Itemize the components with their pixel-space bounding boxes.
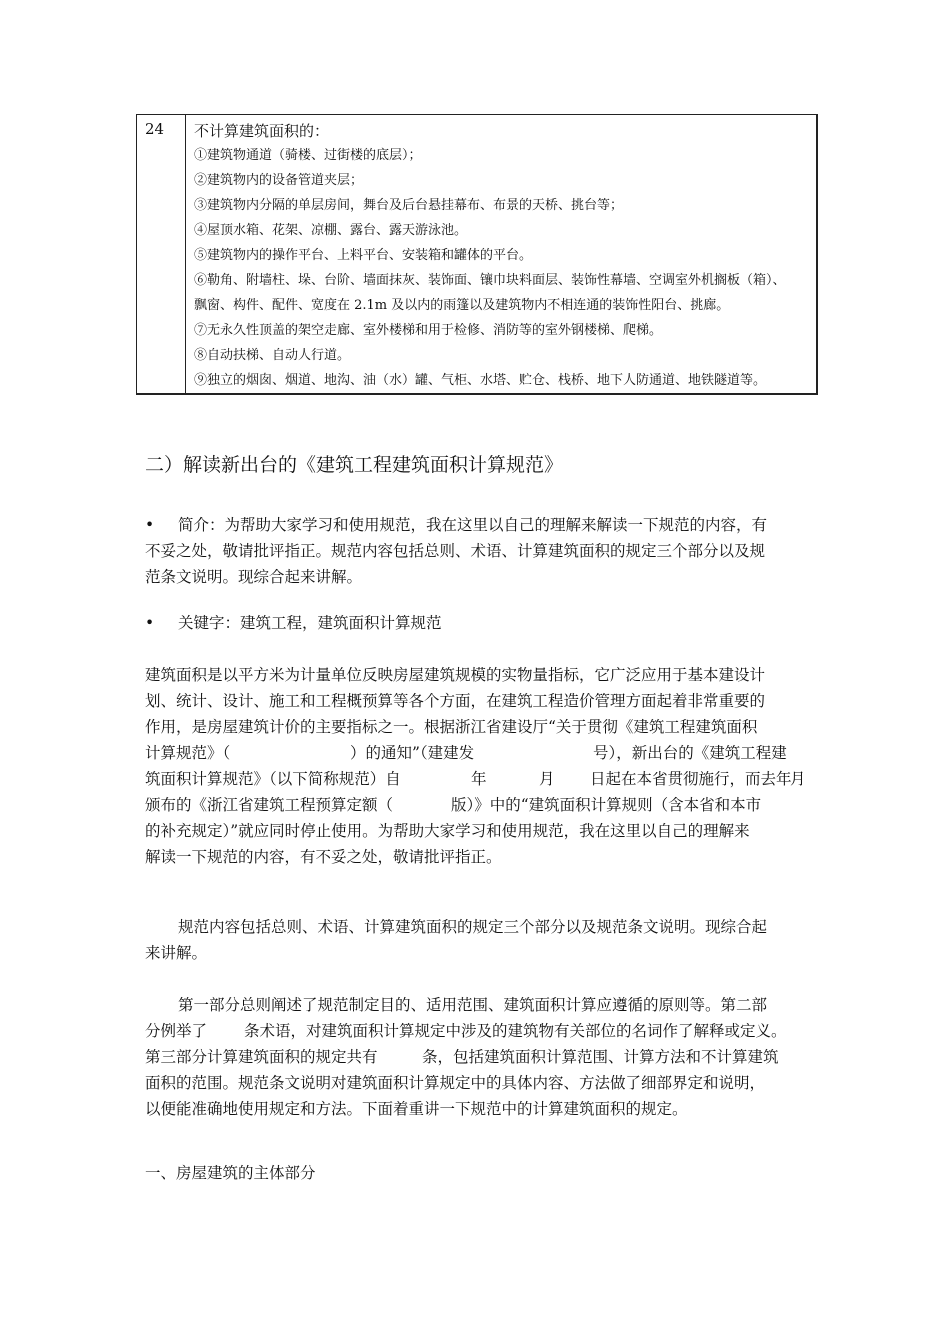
para-line: 以便能准确地使用规定和方法。下面着重讲一下规范中的计算建筑面积的规定。 <box>145 1100 688 1118</box>
para-line: 建筑面积是以平方米为计量单位反映房屋建筑规模的实物量指标，它广泛应用于基本建设计 <box>145 666 766 684</box>
intro-line: 不妥之处，敬请批评指正。规范内容包括总则、术语、计算建筑面积的规定三个部分以及规 <box>145 542 766 560</box>
para-line: 来讲解。 <box>145 944 208 962</box>
keywords-text: 关键字：建筑工程，建筑面积计算规范 <box>178 614 442 632</box>
bullet: • <box>145 614 155 632</box>
intro-line: 简介：为帮助大家学习和使用规范，我在这里以自己的理解来解读一下规范的内容，有 <box>178 516 768 534</box>
rule-item: 飘窗、构件、配件、宽度在 2.1m 及以内的雨篷以及建筑物内不相连通的装饰性阳台、挑廊。 <box>194 298 730 313</box>
rule-item: ④屋顶水箱、花架、凉棚、露台、露天游泳池。 <box>194 223 468 238</box>
rule-content <box>186 115 818 395</box>
rule-item: ⑥勒角、附墙柱、垛、台阶、墙面抹灰、装饰面、镶巾块料面层、装饰性幕墙、空调室外机搁板（箱）、 <box>194 273 786 288</box>
body-paragraph-3: 第一部分总则阐述了规范制定目的、适用范围、建筑面积计算应遵循的原则等。第二部 分例举了 条术语，对建筑面积计算规定中涉及的建筑物有关部位的名词作了解释或定义。 第三部分计算建筑面积的规定共有 条，包括建筑面积计算范围、计算方法和不计算建筑 面积的范围。规范条文说明对建筑面积计算规定中的具体内容、方法做了细部界定和说明， 以便能准确地使用规定和方法。下面着重讲一下规范中的计算建筑面积的规定。 <box>145 992 810 1124</box>
keywords-paragraph <box>145 610 815 636</box>
rule-item: ⑧自动扶梯、自动人行道。 <box>194 348 351 363</box>
para-line: 作用，是房屋建筑计价的主要指标之一。根据浙江省建设厅“关于贯彻《建筑工程建筑面积 <box>145 718 758 736</box>
rule-item: ②建筑物内的设备管道夹层； <box>194 173 364 188</box>
section-heading: 二）解读新出台的《建筑工程建筑面积计算规范》 <box>145 454 564 476</box>
rule-item: ⑤建筑物内的操作平台、上料平台、安装箱和罐体的平台。 <box>194 248 533 263</box>
row-number: 24 <box>137 115 186 395</box>
intro-paragraph <box>145 512 815 592</box>
para-line: 第一部分总则阐述了规范制定目的、适用范围、建筑面积计算应遵循的原则等。第二部 <box>178 996 768 1014</box>
subheading: 一、房屋建筑的主体部分 <box>145 1164 316 1182</box>
para-line: 划、统计、设计、施工和工程概预算等各个方面，在建筑工程造价管理方面起着非常重要的 <box>145 692 766 710</box>
rule-item: ⑨独立的烟囱、烟道、地沟、油（水）罐、气柜、水塔、贮仓、栈桥、地下人防通道、地铁隧道等。 <box>194 373 767 388</box>
rule-title: 不计算建筑面积的： <box>194 122 330 140</box>
para-line: 解读一下规范的内容，有不妥之处，敬请批评指正。 <box>145 848 502 866</box>
body-paragraph-1: 建筑面积是以平方米为计量单位反映房屋建筑规模的实物量指标，它广泛应用于基本建设计 划、统计、设计、施工和工程概预算等各个方面，在建筑工程造价管理方面起着非常重要的 作用，是房屋建筑计价的主要指标之一。根据浙江省建设厅“关于贯彻《建筑工程建筑面积 计算规范》（ ）的通知”（建建发 号），新出台的《建筑工程建 筑面积计算规范》（以下简称规范）自 年 月 日起在本省贯彻施行，而去年 月 颁布的《浙江省建筑工程预算定额（ 版）》中的“建筑面积计算规则（含本省和本市 的补充规定）”就应同时停止使用。为帮助大家学习和使用规范，我在这里以自己的理解来 解读一下规范的内容，有不妥之处，敬请批评指正。 <box>145 662 810 872</box>
para-line: 面积的范围。规范条文说明对建筑面积计算规定中的具体内容、方法做了细部界定和说明， <box>145 1074 766 1092</box>
rule-item: ③建筑物内分隔的单层房间，舞台及后台悬挂幕布、布景的天桥、挑台等； <box>194 198 624 213</box>
rule-table <box>136 114 818 395</box>
rule-item: ⑦无永久性顶盖的架空走廊、室外楼梯和用于检修、消防等的室外钢楼梯、爬梯。 <box>194 323 663 338</box>
bullet: • <box>145 516 155 534</box>
para-line: 规范内容包括总则、术语、计算建筑面积的规定三个部分以及规范条文说明。现综合起 <box>178 918 768 936</box>
para-line: 的补充规定）”就应同时停止使用。为帮助大家学习和使用规范，我在这里以自己的理解来 <box>145 822 750 840</box>
rule-item: ①建筑物通道（骑楼、过街楼的底层）； <box>194 148 422 163</box>
intro-line: 范条文说明。现综合起来讲解。 <box>145 568 363 586</box>
body-paragraph-2 <box>145 914 810 966</box>
